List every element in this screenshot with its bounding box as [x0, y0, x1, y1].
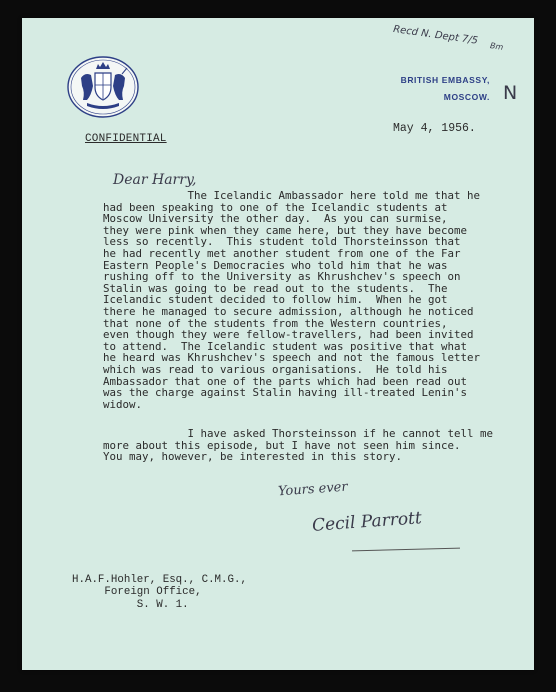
classification-label: CONFIDENTIAL	[85, 133, 167, 145]
signature: Cecil Parrott	[311, 508, 423, 536]
closing: Yours ever	[277, 479, 349, 500]
salutation: Dear Harry,	[113, 172, 197, 188]
letter-date: May 4, 1956.	[393, 122, 476, 135]
letterhead-address	[401, 72, 490, 106]
body-paragraph-2: I have asked Thorsteinsson if he cannot tell me more about this episode, but I have not seen him since. You may, however, be interested in this story.	[103, 427, 494, 464]
handwritten-mark: N	[503, 82, 518, 104]
address-line-1: H.A.F.Hohler, Esq., C.M.G.,	[72, 574, 247, 586]
royal-coat-of-arms-icon	[67, 56, 139, 118]
embassy-name: BRITISH EMBASSY,	[400, 75, 490, 85]
registry-annotation: Recd N. Dept 7/5	[392, 24, 479, 47]
recipient-address	[72, 574, 247, 611]
embassy-city: MOSCOW.	[443, 92, 490, 102]
registry-initials: Bm	[489, 41, 504, 52]
body-paragraph-1: The Icelandic Ambassador here told me that he had been speaking to one of the Icelandic students at Moscow University the other day. As you can surmise, they were pink when they came here, but they have become less so recently. This student told Thorsteinsson that he had recently met another student from one of the Far Eastern People's Democracies who told him that he was rushing off to the University as Khrushchev's speech on Stalin was going to be read out to the students. The Icelandic student decided to follow him. When he got there he managed to secure admission, although he noticed that none of the students from the Western countries, even though they were fellow-travellers, had been invited to attend. The Icelandic student was positive that what he heard was Khrushchev's speech and not the famous letter which was read to various organisations. He told his Ambassador that one of the parts which had been read out was the charge against Stalin having ill-treated Lenin's widow.	[103, 189, 481, 411]
letter-page	[22, 18, 534, 670]
signature-line	[352, 548, 460, 552]
address-line-2: Foreign Office,	[72, 586, 202, 599]
address-line-3: S. W. 1.	[72, 598, 189, 611]
